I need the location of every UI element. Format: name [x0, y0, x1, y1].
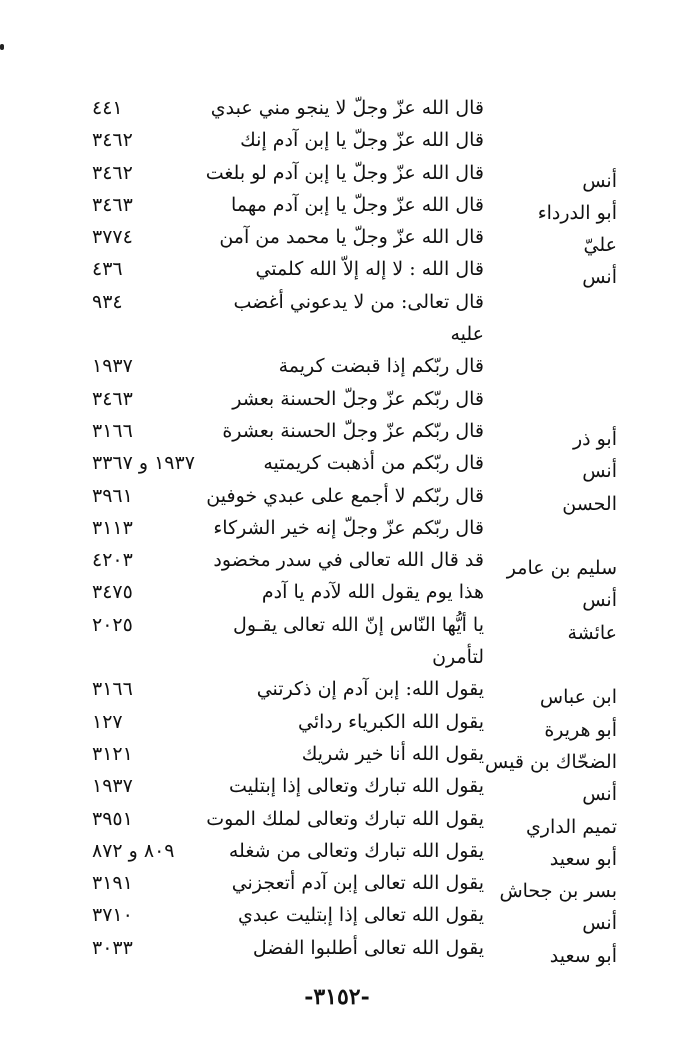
hadith-phrase: قد قال الله تعالى في سدر مخضود: [213, 549, 484, 572]
hadith-phrase: هذا يوم يقول الله لآدم يا آدم: [261, 581, 484, 604]
reference-number: ٣١٩١: [92, 872, 133, 895]
hadith-phrase: لتأمرن: [432, 646, 484, 669]
hadith-phrase: يقول الله الكبرياء ردائي: [297, 710, 484, 733]
narrator-name: أنس: [582, 912, 617, 935]
reference-number: ١٩٣٧: [92, 355, 133, 378]
reference-number: ٢٠٢٥: [92, 613, 133, 636]
narrator-name: عليّ: [583, 234, 617, 257]
hadith-phrase: عليه: [450, 323, 484, 346]
hadith-phrase: قال ربّكم عزّ وجلّ الحسنة بعشرة: [222, 419, 484, 442]
reference-number: ٣٤٧٥: [92, 581, 133, 604]
reference-number: ٣١٢١: [92, 742, 133, 765]
page-number: -٣١٥٢-: [304, 984, 370, 1010]
narrator-name: أنس: [582, 460, 617, 483]
reference-number: ٣٩٥١: [92, 807, 133, 830]
narrator-name: أبو هريرة: [544, 718, 617, 741]
hadith-phrase: يقول الله تبارك وتعالى إذا إبتليت: [229, 775, 484, 798]
hadith-phrase: يقول الله تعالى إبن آدم أتعجزني: [231, 872, 484, 895]
reference-number: ٣٧٧٤: [92, 226, 133, 249]
hadith-phrase: قال الله عزّ وجلّ يا إبن آدم إنك: [240, 129, 484, 152]
reference-number: ٩٣٤: [92, 290, 123, 313]
hadith-phrase: يقول الله تبارك وتعالى لملك الموت: [206, 807, 484, 830]
reference-number: ٤٢٠٣: [92, 549, 133, 572]
reference-number: ٣٤٦٣: [92, 193, 133, 216]
hadith-phrase: قال الله عزّ وجلّ يا محمد من آمن: [219, 226, 484, 249]
narrator-name: أنس: [582, 589, 617, 612]
reference-number: ٨٠٩ و ٨٧٢: [92, 839, 175, 862]
narrator-name: الضحّاك بن قيس: [484, 750, 617, 773]
reference-number: ٣٤٦٢: [92, 129, 133, 152]
hadith-phrase: قال ربّكم عزّ وجلّ إنه خير الشركاء: [213, 516, 484, 539]
hadith-phrase: قال ربّكم لا أجمع على عبدي خوفين: [206, 484, 484, 507]
narrator-name: أنس: [582, 169, 617, 192]
hadith-phrase: يقول الله تعالى إذا إبتليت عبدي: [237, 904, 484, 927]
reference-number: ١٩٣٧ و ٣٣٦٧: [92, 452, 195, 475]
narrator-name: عائشة: [567, 621, 617, 644]
reference-number: ٣٤٦٣: [92, 387, 133, 410]
hadith-phrase: يقول الله تعالى أطلبوا الفضل: [252, 936, 484, 959]
hadith-index-list: [0, 96, 674, 968]
index-row: [0, 936, 674, 968]
reference-number: ٣١٦٦: [92, 678, 133, 701]
reference-number: ٣٤٦٢: [92, 161, 133, 184]
hadith-phrase: قال الله عزّ وجلّ لا ينجو مني عبدي: [210, 97, 484, 119]
narrator-name: سليم بن عامر: [506, 557, 617, 580]
reference-number: ٣٧١٠: [92, 904, 133, 927]
narrator-name: أنس: [582, 266, 617, 289]
hadith-phrase: قال الله عزّ وجلّ يا إبن آدم لو بلغت: [205, 161, 484, 184]
narrator-name: أنس: [582, 783, 617, 806]
narrator-name: الحسن: [562, 492, 617, 515]
reference-number: ٣٠٣٣: [92, 936, 133, 959]
reference-number: ١٢٧: [92, 710, 123, 733]
hadith-phrase: قال الله : لا إله إلاّ الله كلمتي: [255, 258, 484, 281]
reference-number: ٣١٦٦: [92, 419, 133, 442]
hadith-phrase: قال الله عزّ وجلّ يا إبن آدم مهما: [231, 193, 484, 216]
hadith-phrase: يا أيُّها النّاس إنّ الله تعالى يقـول: [233, 613, 484, 636]
narrator-name: أبو سعيد: [549, 847, 617, 870]
narrator-name: ابن عباس: [539, 686, 617, 709]
hadith-phrase: قال ربّكم من أذهبت كريمتيه: [263, 452, 484, 475]
hadith-phrase: قال ربّكم إذا قبضت كريمة: [278, 355, 484, 378]
index-row: [0, 290, 674, 322]
reference-number: ٤٣٦: [92, 258, 123, 281]
reference-number: ٣٩٦١: [92, 484, 133, 507]
page-edge-mark: [0, 44, 4, 50]
narrator-name: بسر بن جحاش: [499, 880, 617, 903]
narrator-name: أبو ذر: [572, 427, 617, 450]
narrator-name: تميم الداري: [525, 815, 617, 838]
hadith-phrase: يقول الله: إبن آدم إن ذكرتني: [256, 678, 484, 701]
reference-number: ٤٤١: [92, 97, 123, 119]
hadith-phrase: يقول الله تبارك وتعالى من شغله: [228, 839, 484, 862]
reference-number: ٣١١٣: [92, 516, 133, 539]
narrator-name: أبو سعيد: [549, 944, 617, 967]
hadith-phrase: قال تعالى: من لا يدعوني أغضب: [233, 290, 484, 313]
narrator-name: أبو الدرداء: [537, 201, 617, 224]
hadith-phrase: يقول الله أنا خير شريك: [301, 742, 484, 765]
index-row: [0, 613, 674, 645]
hadith-phrase: قال ربّكم عزّ وجلّ الحسنة بعشر: [232, 387, 484, 410]
reference-number: ١٩٣٧: [92, 775, 133, 798]
